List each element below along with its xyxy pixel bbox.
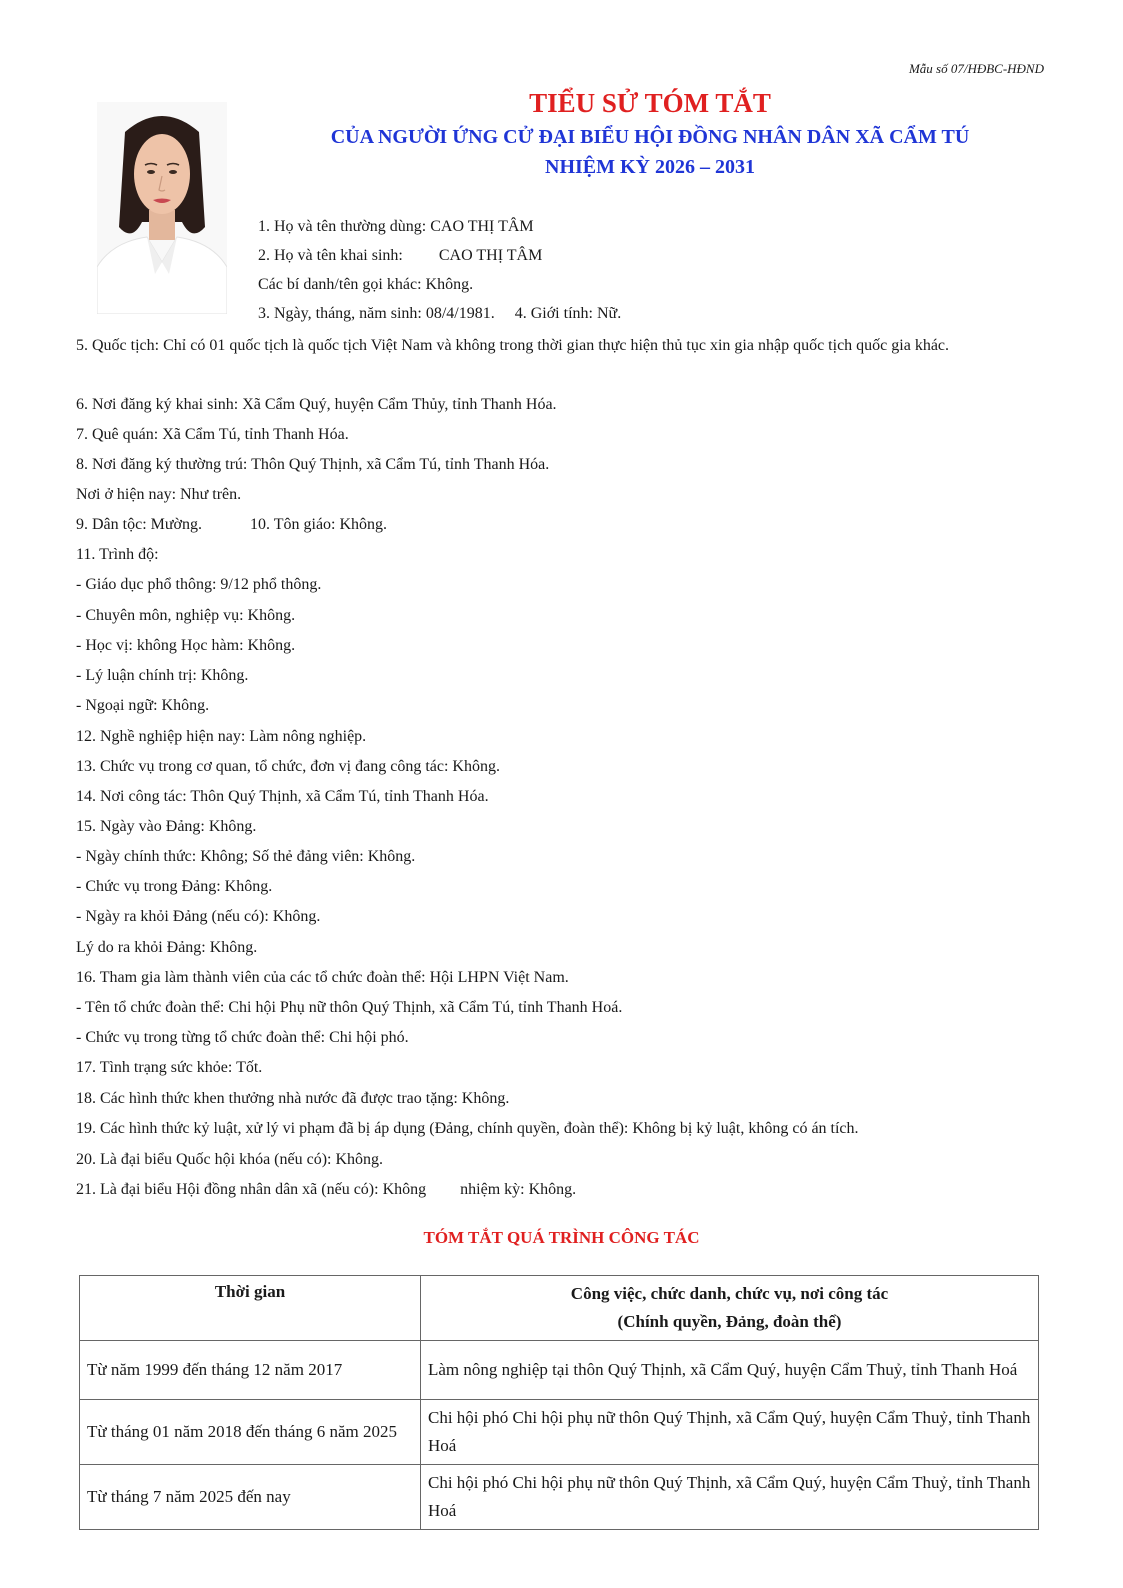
general-education: - Giáo dục phổ thông: 9/12 phổ thông. (76, 576, 322, 593)
birth-date: 3. Ngày, tháng, năm sinh: 08/4/1981. (258, 305, 495, 322)
organization-position: - Chức vụ trong từng tổ chức đoàn thể: Chi hội phó. (76, 1029, 409, 1046)
row-time: Từ năm 1999 đến tháng 12 năm 2017 (80, 1341, 421, 1400)
row-time: Từ tháng 01 năm 2018 đến tháng 6 năm 2025 (80, 1400, 421, 1465)
health-status: 17. Tình trạng sức khỏe: Tốt. (76, 1059, 263, 1076)
permanent-residence: 8. Nơi đăng ký thường trú: Thôn Quý Thịnh, xã Cẩm Tú, tỉnh Thanh Hóa. (76, 456, 550, 473)
row-job: Chi hội phó Chi hội phụ nữ thôn Quý Thịnh, xã Cẩm Quý, huyện Cẩm Thuỷ, tỉnh Thanh Hoá (421, 1465, 1039, 1530)
row-job: Chi hội phó Chi hội phụ nữ thôn Quý Thịnh, xã Cẩm Quý, huyện Cẩm Thuỷ, tỉnh Thanh Hoá (421, 1400, 1039, 1465)
row-time: Từ tháng 7 năm 2025 đến nay (80, 1465, 421, 1530)
document-subtitle: CỦA NGƯỜI ỨNG CỬ ĐẠI BIỂU HỘI ĐỒNG NHÂN DÂN XÃ CẨM TÚ (330, 126, 970, 148)
organization-name: - Tên tổ chức đoàn thể: Chi hội Phụ nữ thôn Quý Thịnh, xã Cẩm Tú, tỉnh Thanh Hoá. (76, 999, 623, 1016)
disciplinary-record: 19. Các hình thức kỷ luật, xử lý vi phạm đã bị áp dụng (Đảng, chính quyền, đoàn thể): Không bị kỷ luật, không có án tích. (76, 1120, 859, 1137)
work-history-table (79, 1275, 1039, 1530)
party-official-date: - Ngày chính thức: Không; Số thẻ đảng viên: Không. (76, 848, 416, 865)
education-heading: 11. Trình độ: (76, 546, 159, 563)
party-leave-date: - Ngày ra khỏi Đảng (nếu có): Không. (76, 908, 321, 925)
party-position: - Chức vụ trong Đảng: Không. (76, 878, 273, 895)
occupation: 12. Nghề nghiệp hiện nay: Làm nông nghiệp. (76, 728, 367, 745)
table-row (80, 1400, 1039, 1465)
position-at-work: 13. Chức vụ trong cơ quan, tổ chức, đơn vị đang công tác: Không. (76, 758, 500, 775)
document-title: TIỂU SỬ TÓM TẮT (529, 88, 771, 118)
hometown: 7. Quê quán: Xã Cẩm Tú, tỉnh Thanh Hóa. (76, 426, 349, 443)
header-job-line2: (Chính quyền, Đảng, đoàn thể) (617, 1312, 842, 1331)
aliases: Các bí danh/tên gọi khác: Không. (258, 276, 474, 293)
workplace: 14. Nơi công tác: Thôn Quý Thịnh, xã Cẩm Tú, tỉnh Thanh Hóa. (76, 788, 489, 805)
row-job: Làm nông nghiệp tại thôn Quý Thịnh, xã Cẩm Quý, huyện Cẩm Thuỷ, tỉnh Thanh Hoá (421, 1341, 1039, 1400)
header-time: Thời gian (80, 1276, 421, 1341)
work-history-title: TÓM TẮT QUÁ TRÌNH CÔNG TÁC (423, 1228, 700, 1247)
gender: 4. Giới tính: Nữ. (514, 305, 622, 322)
term-title: NHIỆM KỲ 2026 – 2031 (545, 156, 755, 178)
national-assembly-delegate: 20. Là đại biểu Quốc hội khóa (nếu có): Không. (76, 1151, 384, 1168)
table-row (80, 1341, 1039, 1400)
foreign-language: - Ngoại ngữ: Không. (76, 697, 210, 714)
current-residence: Nơi ở hiện nay: Như trên. (76, 486, 242, 503)
table-row (80, 1465, 1039, 1530)
table-header-row (80, 1276, 1039, 1341)
common-name: 1. Họ và tên thường dùng: CAO THỊ TÂM (258, 218, 534, 235)
party-leave-reason: Lý do ra khỏi Đảng: Không. (76, 939, 258, 956)
religion: 10. Tôn giáo: Không. (250, 516, 388, 533)
birth-name-value: CAO THỊ TÂM (438, 247, 543, 264)
council-delegate: 21. Là đại biểu Hội đồng nhân dân xã (nếu có): Không (76, 1181, 427, 1198)
birth-registration-place: 6. Nơi đăng ký khai sinh: Xã Cẩm Quý, huyện Cẩm Thủy, tỉnh Thanh Hóa. (76, 396, 557, 413)
nationality: 5. Quốc tịch: Chỉ có 01 quốc tịch là quốc tịch Việt Nam và không trong thời gian thực hiện thủ tục xin gia nhập quốc tịch quốc gia khác. (76, 337, 950, 354)
awards: 18. Các hình thức khen thưởng nhà nước đã được trao tặng: Không. (76, 1090, 510, 1107)
council-term: nhiệm kỳ: Không. (460, 1181, 577, 1198)
council-delegate-row (76, 1180, 576, 1200)
header-job (421, 1276, 1039, 1341)
form-code: Mẫu số 07/HĐBC-HĐND (908, 61, 1044, 76)
political-theory: - Lý luận chính trị: Không. (76, 667, 249, 684)
organization-membership: 16. Tham gia làm thành viên của các tổ chức đoàn thể: Hội LHPN Việt Nam. (76, 969, 569, 986)
birth-name-row (258, 246, 542, 266)
professional-qualification: - Chuyên môn, nghiệp vụ: Không. (76, 607, 296, 624)
ethnicity: 9. Dân tộc: Mường. (76, 516, 203, 533)
party-join-date: 15. Ngày vào Đảng: Không. (76, 818, 257, 835)
birth-name-label: 2. Họ và tên khai sinh: (258, 247, 403, 264)
ethnicity-religion-row (76, 515, 387, 535)
header-job-line1: Công việc, chức danh, chức vụ, nơi công tác (570, 1284, 889, 1303)
birth-gender-row (258, 304, 621, 324)
academic-degree: - Học vị: không Học hàm: Không. (76, 637, 296, 654)
